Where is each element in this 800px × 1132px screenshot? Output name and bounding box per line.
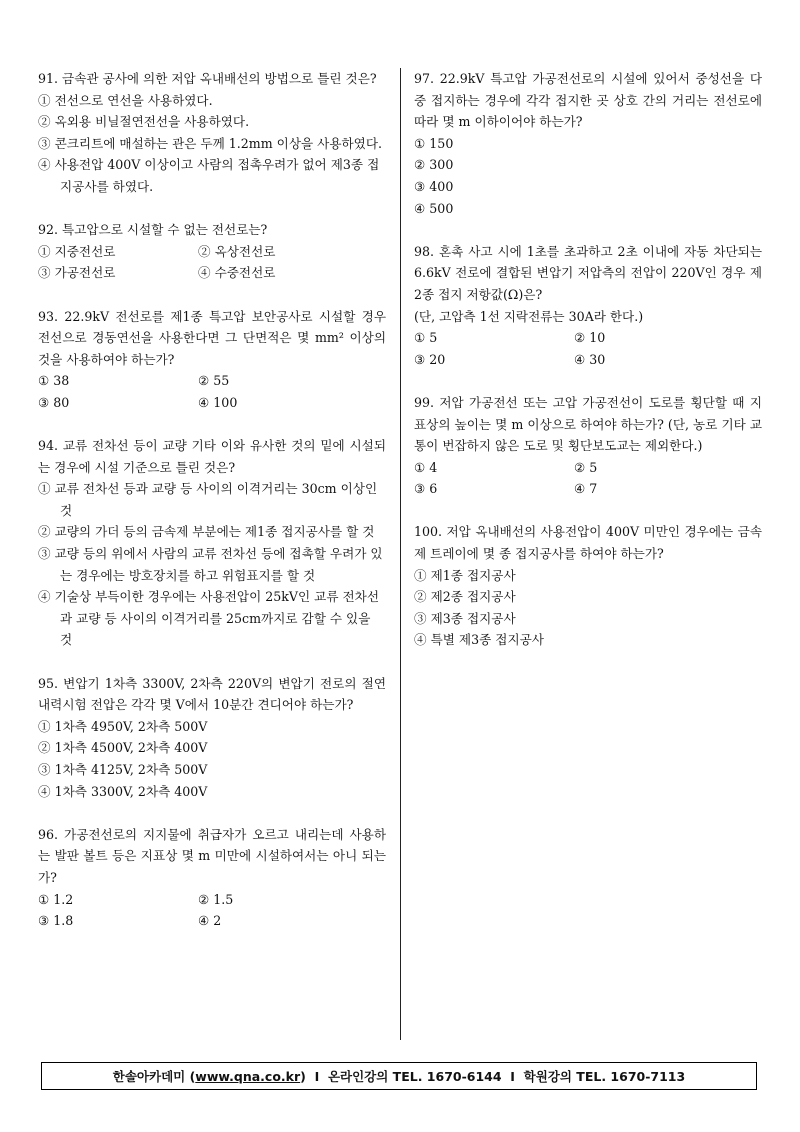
- answer-option: ③ 가공전선로: [38, 265, 116, 281]
- question-stem: 93. 22.9kV 전선로를 제1종 특고압 보안공사로 시설할 경우 전선으로 경동연선을 사용한다면 그 단면적은 몇 mm² 이상의 것을 사용하여야 하는가?: [38, 308, 386, 367]
- left-column: [38, 68, 386, 953]
- answer-options: [414, 327, 762, 370]
- question-94: [38, 435, 386, 651]
- answer-option: ③ 1.8: [38, 913, 74, 929]
- question-note: (단, 고압측 1선 지락전류는 30A라 한다.): [414, 308, 644, 324]
- question-100: [414, 521, 762, 651]
- answer-option: ② 제2종 접지공사: [414, 589, 516, 605]
- question-stem: 91. 금속관 공사에 의한 저압 옥내배선의 방법으로 틀린 것은?: [38, 71, 377, 86]
- answer-option: ④ 7: [574, 481, 598, 497]
- question-stem: 94. 교류 전차선 등이 교량 기타 이와 유사한 것의 밑에 시설되는 경우에 시설 기준으로 틀린 것은?: [38, 438, 386, 475]
- column-divider: [400, 68, 401, 1040]
- footer-online-phone: 온라인강의 TEL. 1670-6144: [327, 1069, 502, 1084]
- answer-option: ④ 500: [414, 200, 454, 216]
- footer-website-link[interactable]: www.qna.co.kr: [195, 1068, 301, 1084]
- answer-option: ④ 특별 제3종 접지공사: [414, 632, 544, 648]
- answer-option: ④ 100: [198, 394, 238, 410]
- answer-option: ① 150: [414, 135, 454, 151]
- answer-option: ② 55: [198, 373, 230, 389]
- answer-options: [38, 241, 386, 284]
- question-stem: 99. 저압 가공전선 또는 고압 가공전선이 도로를 횡단할 때 지표상의 높이는 몇 m 이상으로 하여야 하는가? (단, 농로 기타 교통이 번잡하지 않은 도로 및 횡단보도교는 제외한다.): [414, 394, 762, 454]
- answer-option: ④ 사용전압 400V 이상이고 사람의 접촉우려가 없어 제3종 접지공사를 하였다.: [38, 157, 380, 194]
- question-96: [38, 824, 386, 932]
- question-97: [414, 68, 762, 219]
- question-stem: 98. 혼촉 사고 시에 1초를 초과하고 2초 이내에 자동 차단되는 6.6kV 전로에 결합된 변압기 저압측의 전압이 220V인 경우 제2종 접지 저항값(Ω)은?: [414, 243, 762, 302]
- answer-option: ③ 6: [414, 481, 438, 497]
- answer-option: ② 교량의 가더 등의 금속제 부분에는 제1종 접지공사를 할 것: [38, 524, 375, 540]
- right-column: [414, 68, 762, 673]
- answer-option: ① 교류 전차선 등과 교량 등 사이의 이격거리는 30cm 이상인 것: [38, 481, 378, 518]
- answer-option: ① 전선으로 연선을 사용하였다.: [38, 92, 213, 108]
- answer-option: ① 1.2: [38, 891, 74, 907]
- answer-option: ① 1차측 4950V, 2차측 500V: [38, 718, 208, 734]
- answer-option: ② 5: [574, 459, 598, 475]
- answer-option: ② 1차측 4500V, 2차측 400V: [38, 740, 208, 756]
- answer-option: ④ 기술상 부득이한 경우에는 사용전압이 25kV인 교류 전차선과 교량 등 사이의 이격거리를 25cm까지로 감할 수 있을 것: [38, 589, 380, 648]
- answer-option: ③ 80: [38, 394, 70, 410]
- answer-option: ③ 교량 등의 위에서 사람의 교류 전차선 등에 접촉할 우려가 있는 경우에는 방호장치를 하고 위험표지를 할 것: [38, 546, 383, 583]
- footer-academy-phone: 학원강의 TEL. 1670-7113: [523, 1069, 686, 1084]
- answer-option: ③ 20: [414, 351, 446, 367]
- answer-option: ④ 1차측 3300V, 2차측 400V: [38, 783, 208, 799]
- answer-option: ④ 30: [574, 351, 606, 367]
- answer-option: ③ 콘크리트에 매설하는 관은 두께 1.2mm 이상을 사용하였다.: [38, 135, 383, 151]
- answer-options: [414, 457, 762, 500]
- question-93: [38, 306, 386, 414]
- question-92: [38, 219, 386, 284]
- footer-bar: [41, 1062, 757, 1090]
- footer-paren: ): [300, 1068, 306, 1084]
- question-stem: 96. 가공전선로의 지지물에 취급자가 오르고 내리는데 사용하는 발판 볼트 등은 지표상 몇 m 미만에 시설하여서는 아니 되는가?: [38, 826, 386, 885]
- question-98: [414, 241, 762, 371]
- question-stem: 92. 특고압으로 시설할 수 없는 전선로는?: [38, 222, 268, 238]
- question-91: [38, 68, 386, 198]
- question-95: [38, 673, 386, 803]
- answer-option: ① 지중전선로: [38, 243, 116, 259]
- answer-option: ② 10: [574, 330, 606, 346]
- question-stem: 97. 22.9kV 특고압 가공전선로의 시설에 있어서 중성선을 다중 접지하는 경우에 각각 접지한 곳 상호 간의 거리는 전선로에 따라 몇 m 이하이어야 하는가?: [414, 71, 762, 130]
- answer-option: ① 38: [38, 373, 70, 389]
- answer-options: [38, 370, 386, 413]
- answer-option: ③ 400: [414, 178, 454, 194]
- question-99: [414, 392, 762, 500]
- answer-option: ③ 1차측 4125V, 2차측 500V: [38, 762, 208, 777]
- answer-option: ② 300: [414, 157, 454, 173]
- footer-academy-name: 한솔아카데미 (: [112, 1069, 196, 1084]
- question-stem: 100. 저압 옥내배선의 사용전압이 400V 미만인 경우에는 금속제 트레이에 몇 종 접지공사를 하여야 하는가?: [414, 524, 762, 562]
- answer-option: ② 옥상전선로: [198, 243, 276, 259]
- answer-option: ③ 제3종 접지공사: [414, 610, 516, 626]
- answer-option: ① 4: [414, 459, 438, 475]
- answer-option: ① 제1종 접지공사: [414, 567, 516, 583]
- answer-option: ① 5: [414, 330, 438, 346]
- footer-separator: I: [305, 1068, 328, 1084]
- footer-separator: I: [501, 1068, 524, 1084]
- question-stem: 95. 변압기 1차측 3300V, 2차측 220V의 변압기 전로의 절연내력시험 전압은 각각 몇 V에서 10분간 견디어야 하는가?: [38, 675, 386, 713]
- answer-option: ② 옥외용 비닐절연전선을 사용하였다.: [38, 114, 250, 130]
- answer-options: [38, 889, 386, 932]
- answer-option: ④ 수중전선로: [198, 265, 276, 281]
- answer-option: ④ 2: [198, 913, 222, 929]
- answer-option: ② 1.5: [198, 891, 234, 907]
